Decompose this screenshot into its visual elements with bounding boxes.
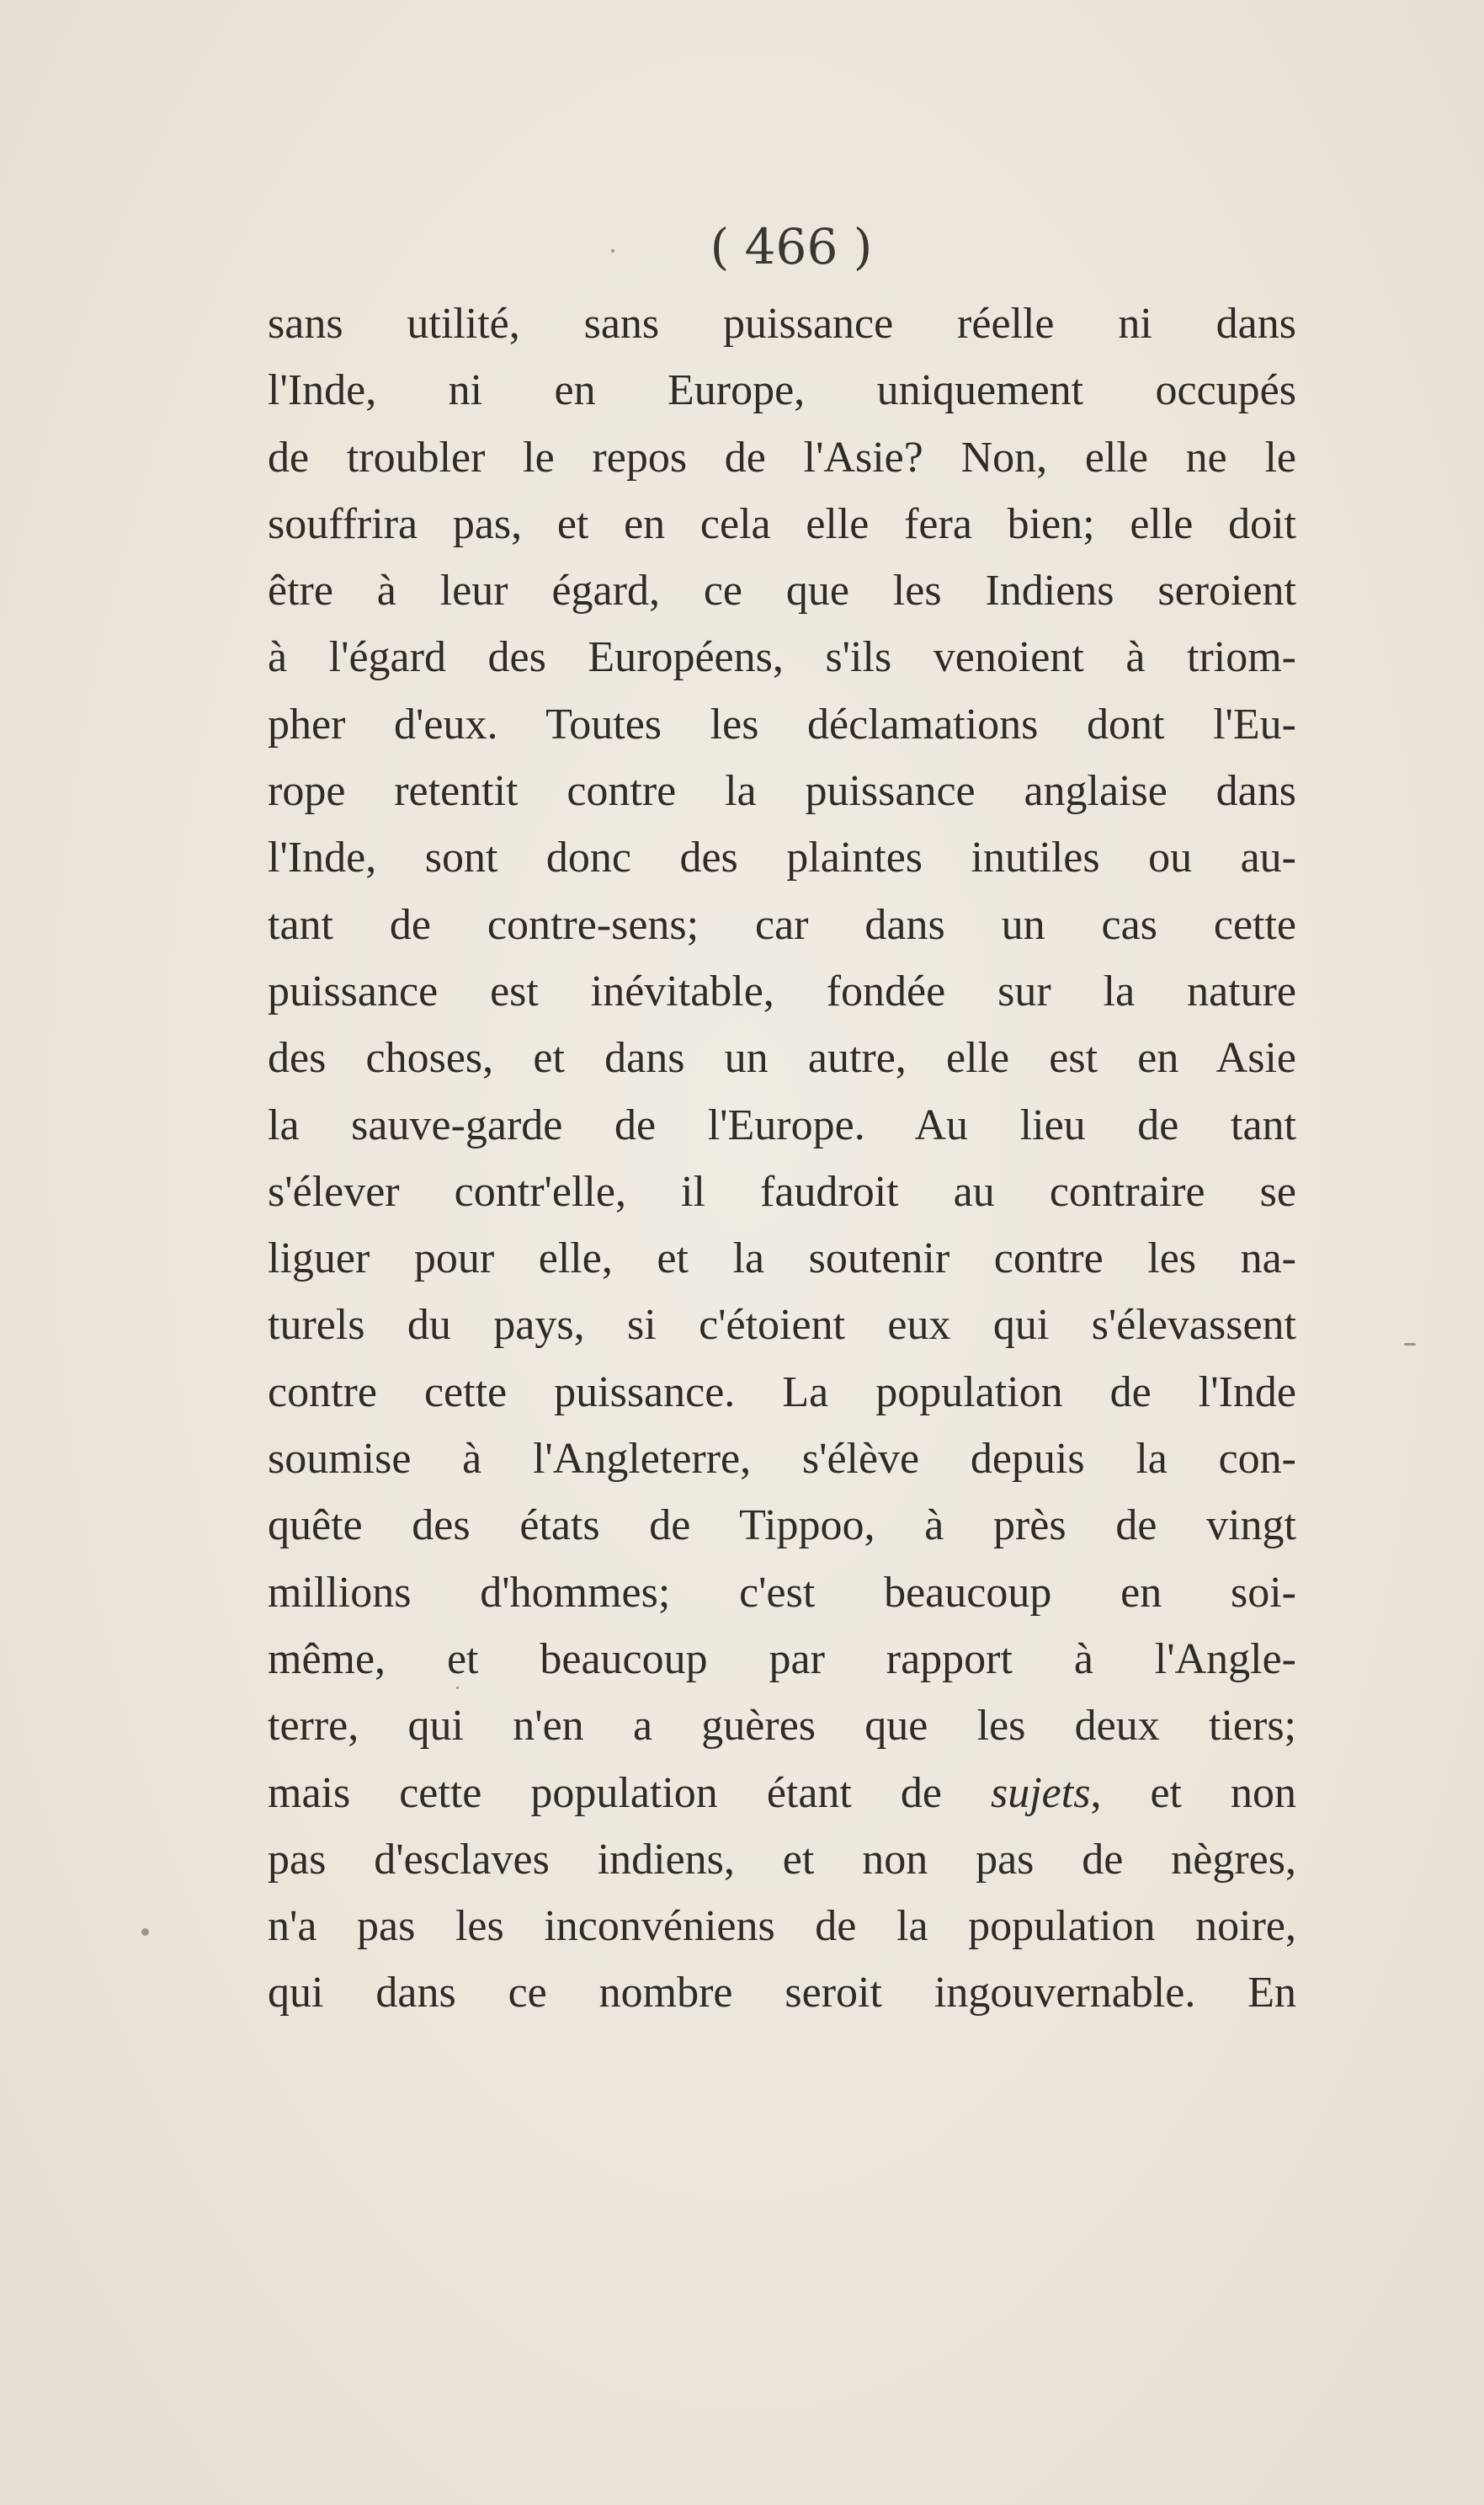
text-line: être à leur égard, ce que les Indiens seroient — [268, 567, 1296, 616]
text-line: pher d'eux. Toutes les déclamations dont l'Eu- — [268, 700, 1296, 749]
text-line: de troubler le repos de l'Asie? Non, elle ne le — [268, 433, 1296, 482]
text-line: puissance est inévitable, fondée sur la nature — [268, 967, 1296, 1015]
page-number: ( 466 ) — [710, 218, 873, 275]
text-line: liguer pour elle, et la soutenir contre les na- — [268, 1234, 1296, 1283]
text-line: tant de contre-sens; car dans un cas cette — [268, 900, 1296, 949]
text-line: rope retentit contre la puissance anglaise dans — [268, 767, 1296, 816]
paper-speck — [141, 1928, 149, 1936]
text-line: des choses, et dans un autre, elle est en Asie — [268, 1034, 1296, 1083]
text-line: turels du pays, si c'étoient eux qui s'élevassent — [268, 1301, 1296, 1350]
text-line: l'Inde, sont donc des plaintes inutiles ou au- — [268, 834, 1296, 882]
text-line: millions d'hommes; c'est beaucoup en soi- — [268, 1568, 1296, 1617]
text-line: à l'égard des Européens, s'ils venoient à triom- — [268, 633, 1296, 682]
text-segment: mais cette population étant de — [268, 1768, 991, 1817]
paper-speck — [611, 249, 614, 253]
text-line: sans utilité, sans puissance réelle ni dans — [268, 300, 1296, 348]
text-line: pas d'esclaves indiens, et non pas de nègres, — [268, 1835, 1296, 1884]
paper-speck — [1404, 1343, 1416, 1346]
italic-word: sujets — [990, 1768, 1091, 1817]
text-line: contre cette puissance. La population de l'Inde — [268, 1367, 1296, 1416]
text-line: n'a pas les inconvéniens de la population noire, — [268, 1902, 1296, 1951]
text-line: terre, qui n'en a guères que les deux tiers; — [268, 1702, 1296, 1751]
text-line: qui dans ce nombre seroit ingouvernable. En — [268, 1969, 1296, 2017]
text-line: quête des états de Tippoo, à près de vingt — [268, 1501, 1296, 1550]
text-line: souffrira pas, et en cela elle fera bien; elle doit — [268, 499, 1296, 548]
text-line: la sauve-garde de l'Europe. Au lieu de tant — [268, 1101, 1296, 1149]
body-text — [268, 290, 1296, 2027]
text-segment: , et non — [1090, 1768, 1296, 1817]
paper-speck — [456, 1687, 459, 1689]
text-line: s'élever contr'elle, il faudroit au contraire se — [268, 1167, 1296, 1216]
text-line: soumise à l'Angleterre, s'élève depuis la con- — [268, 1435, 1296, 1484]
text-line: même, et beaucoup par rapport à l'Angle- — [268, 1634, 1296, 1683]
text-line-with-italic — [268, 1760, 1296, 1826]
text-line: l'Inde, ni en Europe, uniquement occupés — [268, 366, 1296, 415]
